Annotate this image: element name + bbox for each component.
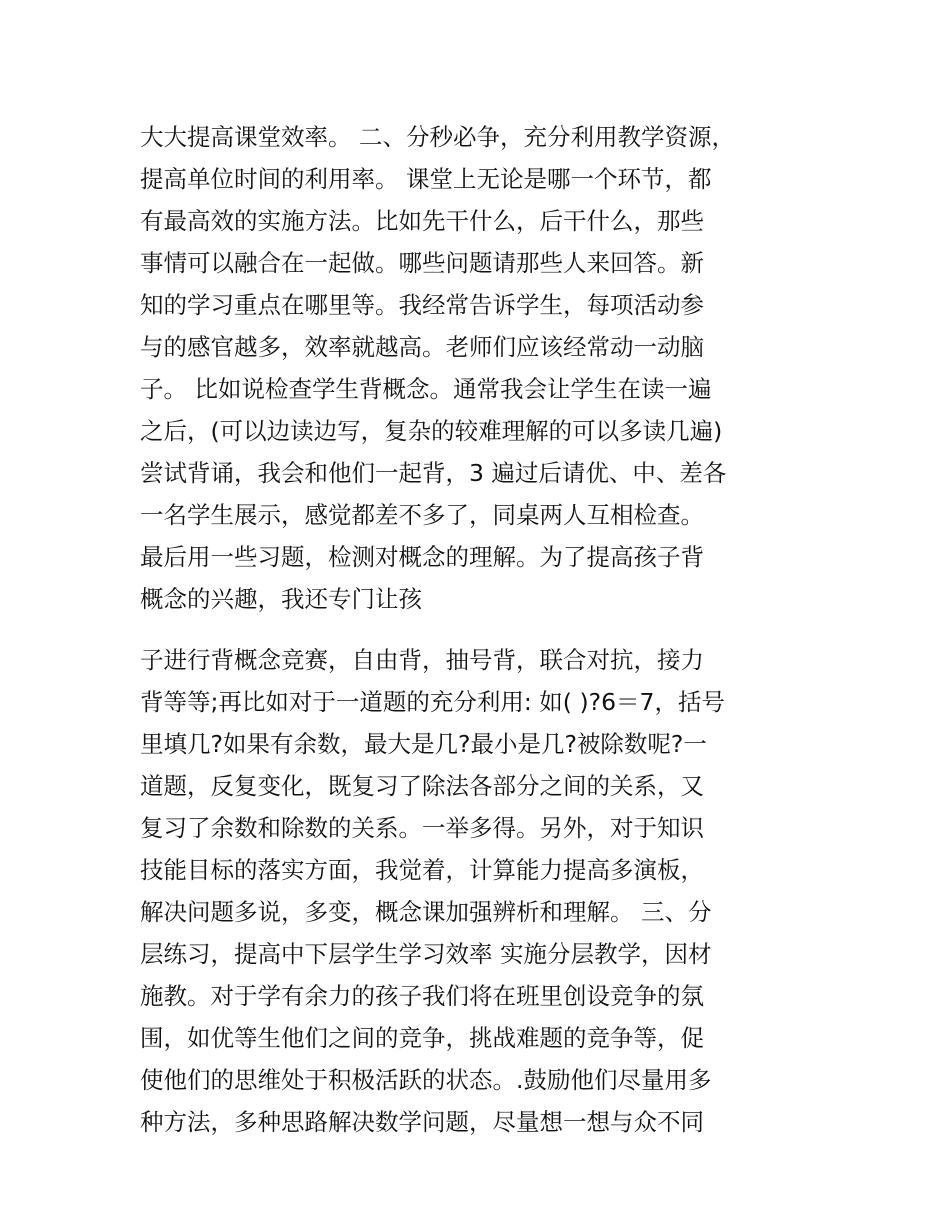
text-line: 围，如优等生他们之间的竞争，挑战难题的竞争等，促: [140, 1024, 704, 1052]
text-line: 与的感官越多，效率就越高。老师们应该经常动一动脑: [140, 333, 704, 361]
text-line: 之后，(可以边读边写，复杂的较难理解的可以多读几遍): [140, 417, 723, 445]
text-line: 技能目标的落实方面，我觉着，计算能力提高多演板，: [140, 856, 704, 884]
text-line: 施教。对于学有余力的孩子我们将在班里创设竞争的氛: [140, 982, 704, 1010]
text-line: 提高单位时间的利用率。 课堂上无论是哪一个环节，都: [140, 165, 712, 193]
text-line: 一名学生展示，感觉都差不多了，同桌两人互相检查。: [140, 501, 704, 529]
text-line: 最后用一些习题，检测对概念的理解。为了提高孩子背: [140, 543, 704, 571]
text-line: 子进行背概念竞赛，自由背，抽号背，联合对抗，接力: [140, 646, 704, 674]
text-line: 概念的兴趣，我还专门让孩: [140, 585, 422, 613]
text-line: 层练习，提高中下层学生学习效率 实施分层教学，因材: [140, 940, 712, 968]
text-line: 背等等;再比如对于一道题的充分利用: 如( )?6＝7，括号: [140, 688, 725, 716]
text-line: 子。 比如说检查学生背概念。通常我会让学生在读一遍: [140, 375, 712, 403]
text-line: 里填几?如果有余数，最大是几?最小是几?被除数呢?一: [140, 730, 707, 758]
text-line: 种方法，多种思路解决数学问题，尽量想一想与众不同: [140, 1108, 704, 1136]
text-line: 知的学习重点在哪里等。我经常告诉学生，每项活动参: [140, 291, 704, 319]
text-line: 事情可以融合在一起做。哪些问题请那些人来回答。新: [140, 249, 704, 277]
text-line: 使他们的思维处于积极活跃的状态。.鼓励他们尽量用多: [140, 1066, 712, 1094]
text-line: 尝试背诵，我会和他们一起背，3 遍过后请优、中、差各: [140, 459, 727, 487]
text-line: 道题，反复变化，既复习了除法各部分之间的关系，又: [140, 772, 704, 800]
text-line: 大大提高课堂效率。 二、分秒必争，充分利用教学资源，: [140, 123, 735, 151]
text-line: 解决问题多说，多变，概念课加强辨析和理解。 三、分: [140, 898, 712, 926]
text-line: 有最高效的实施方法。比如先干什么，后干什么，那些: [140, 207, 704, 235]
text-line: 复习了余数和除数的关系。一举多得。另外，对于知识: [140, 814, 704, 842]
